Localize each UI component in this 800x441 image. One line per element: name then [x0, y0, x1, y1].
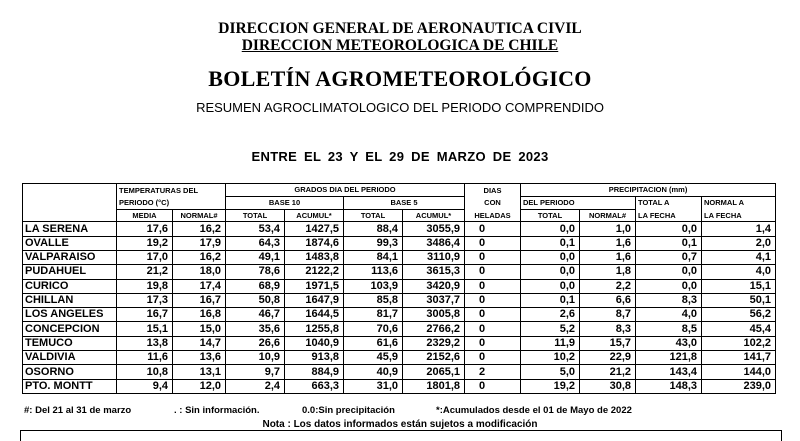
station-name: LOS ANGELES	[23, 308, 117, 322]
footnote-no-info: . : Sin información.	[174, 405, 260, 416]
b5-total: 81,7	[344, 308, 403, 322]
b5-total-header: TOTAL	[344, 209, 403, 222]
b10-total: 46,7	[226, 308, 285, 322]
table-row	[23, 265, 776, 279]
precip-normal: 1,8	[580, 265, 636, 279]
precip-total-fecha: 143,4	[636, 365, 702, 379]
temp-normal: 14,7	[173, 336, 226, 350]
b10-total: 53,4	[226, 222, 285, 236]
precip-normal: 21,2	[580, 365, 636, 379]
table-row	[23, 279, 776, 293]
precip-total: 0,1	[521, 236, 580, 250]
temp-media: 9,4	[117, 379, 173, 393]
b5-acumul-header: ACUMUL*	[403, 209, 465, 222]
precip-normal: 30,8	[580, 379, 636, 393]
temp-normal: 15,0	[173, 322, 226, 336]
temp-media: 15,1	[117, 322, 173, 336]
precip-total-fecha: 148,3	[636, 379, 702, 393]
b10-acumul: 1040,9	[285, 336, 344, 350]
precip-total: 0,0	[521, 250, 580, 264]
b10-total: 26,6	[226, 336, 285, 350]
precip-total: 2,6	[521, 308, 580, 322]
footnote-no-precip: 0.0:Sin precipitación	[302, 405, 395, 416]
dias-header-3: HELADAS	[465, 209, 521, 222]
temp-normal: 13,1	[173, 365, 226, 379]
precip-total: 10,2	[521, 351, 580, 365]
b10-acumul: 1647,9	[285, 293, 344, 307]
b5-acumul: 3005,8	[403, 308, 465, 322]
b5-acumul: 3110,9	[403, 250, 465, 264]
precip-total-fecha: 0,7	[636, 250, 702, 264]
base5-header: BASE 5	[344, 196, 465, 209]
temp-media: 21,2	[117, 265, 173, 279]
precip-normal-fecha: 1,4	[702, 222, 776, 236]
precip-normal-fecha: 15,1	[702, 279, 776, 293]
station-name: CHILLAN	[23, 293, 117, 307]
period-range: ENTRE EL 23 Y EL 29 DE MARZO DE 2023	[251, 149, 549, 164]
footer-box	[20, 430, 782, 441]
department-name: DIRECCION METEOROLOGICA DE CHILE	[241, 37, 559, 54]
b10-acumul: 913,8	[285, 351, 344, 365]
b10-acumul: 1427,5	[285, 222, 344, 236]
b5-acumul: 3615,3	[403, 265, 465, 279]
b5-total: 61,6	[344, 336, 403, 350]
bulletin-title: BOLETÍN AGROMETEOROLÓGICO	[208, 66, 592, 91]
table-row	[23, 379, 776, 393]
dias-heladas: 0	[465, 236, 521, 250]
la-fecha-header-2: LA FECHA	[702, 209, 776, 222]
precip-total: 11,9	[521, 336, 580, 350]
precip-total-fecha: 8,3	[636, 293, 702, 307]
b10-acumul: 2122,2	[285, 265, 344, 279]
footnote-accumulated: *:Acumulados desde el 01 de Mayo de 2022	[436, 405, 632, 416]
b5-acumul: 2065,1	[403, 365, 465, 379]
agency-name: DIRECCION GENERAL DE AERONAUTICA CIVIL	[218, 20, 582, 37]
dias-heladas: 0	[465, 222, 521, 236]
b5-acumul: 3037,7	[403, 293, 465, 307]
precip-normal-fecha: 45,4	[702, 322, 776, 336]
precip-total-fecha: 43,0	[636, 336, 702, 350]
temp-normal: 16,2	[173, 250, 226, 264]
temp-normal: 18,0	[173, 265, 226, 279]
precip-normal-fecha: 4,0	[702, 265, 776, 279]
table-row	[23, 250, 776, 264]
temp-normal: 16,8	[173, 308, 226, 322]
table-row	[23, 308, 776, 322]
station-name: PTO. MONTT	[23, 379, 117, 393]
precip-normal-fecha: 239,0	[702, 379, 776, 393]
temp-normal: 13,6	[173, 351, 226, 365]
precip-total: 0,1	[521, 293, 580, 307]
b5-acumul: 3420,9	[403, 279, 465, 293]
b10-acumul: 1255,8	[285, 322, 344, 336]
dias-heladas: 0	[465, 293, 521, 307]
table-row	[23, 236, 776, 250]
b10-total: 10,9	[226, 351, 285, 365]
normal-a-header: NORMAL A	[702, 196, 776, 209]
b5-acumul: 1801,8	[403, 379, 465, 393]
table-row	[23, 365, 776, 379]
b10-acumul: 1483,8	[285, 250, 344, 264]
dias-heladas: 2	[465, 365, 521, 379]
temp-normal: 17,4	[173, 279, 226, 293]
b5-total: 70,6	[344, 322, 403, 336]
b5-acumul: 2766,2	[403, 322, 465, 336]
b10-total: 2,4	[226, 379, 285, 393]
b10-total: 35,6	[226, 322, 285, 336]
station-name: VALDIVIA	[23, 351, 117, 365]
station-name: TEMUCO	[23, 336, 117, 350]
precip-normal: 6,6	[580, 293, 636, 307]
precip-normal-fecha: 144,0	[702, 365, 776, 379]
temp-normal: 16,2	[173, 222, 226, 236]
temp-normal: 16,7	[173, 293, 226, 307]
temp-media: 10,8	[117, 365, 173, 379]
temp-normal: 12,0	[173, 379, 226, 393]
la-fecha-header: LA FECHA	[636, 209, 702, 222]
b10-total: 9,7	[226, 365, 285, 379]
table-row	[23, 322, 776, 336]
b5-total: 85,8	[344, 293, 403, 307]
station-name: PUDAHUEL	[23, 265, 117, 279]
b10-acumul: 1644,5	[285, 308, 344, 322]
b10-total: 64,3	[226, 236, 285, 250]
table-row	[23, 336, 776, 350]
station-name: VALPARAISO	[23, 250, 117, 264]
precip-normal-fecha: 2,0	[702, 236, 776, 250]
b10-total: 49,1	[226, 250, 285, 264]
grados-group-header: GRADOS DIA DEL PERIODO	[226, 184, 465, 197]
header-blank	[23, 196, 117, 209]
dias-heladas: 0	[465, 279, 521, 293]
precip-total-fecha: 0,0	[636, 279, 702, 293]
b10-total: 68,9	[226, 279, 285, 293]
temp-media: 11,6	[117, 351, 173, 365]
temp-media: 19,8	[117, 279, 173, 293]
dias-heladas: 0	[465, 322, 521, 336]
b10-acumul-header: ACUMUL*	[285, 209, 344, 222]
b10-acumul: 1971,5	[285, 279, 344, 293]
b5-total: 45,9	[344, 351, 403, 365]
disclaimer-note: Nota : Los datos informados están sujetos a modificación	[262, 419, 538, 430]
temp-media: 13,8	[117, 336, 173, 350]
precip-total: 0,0	[521, 279, 580, 293]
dias-heladas: 0	[465, 336, 521, 350]
b5-acumul: 3055,9	[403, 222, 465, 236]
precip-normal: 15,7	[580, 336, 636, 350]
b10-total-header: TOTAL	[226, 209, 285, 222]
precip-total-fecha: 8,5	[636, 322, 702, 336]
precip-total: 0,0	[521, 222, 580, 236]
media-header: MEDIA	[117, 209, 173, 222]
table-row	[23, 351, 776, 365]
precip-total-fecha: 0,1	[636, 236, 702, 250]
precip-normal-header: NORMAL#	[580, 209, 636, 222]
precip-total: 5,2	[521, 322, 580, 336]
temp-normal: 17,9	[173, 236, 226, 250]
precip-normal: 8,3	[580, 322, 636, 336]
precip-normal: 1,6	[580, 250, 636, 264]
b5-total: 31,0	[344, 379, 403, 393]
base10-header: BASE 10	[226, 196, 344, 209]
station-name: LA SERENA	[23, 222, 117, 236]
precip-group-header: PRECIPITACION (mm)	[521, 184, 776, 197]
precip-total-fecha: 4,0	[636, 308, 702, 322]
precip-normal: 2,2	[580, 279, 636, 293]
table-row	[23, 293, 776, 307]
b10-total: 50,8	[226, 293, 285, 307]
precip-total: 19,2	[521, 379, 580, 393]
temp-media: 17,0	[117, 250, 173, 264]
agroclimate-table	[22, 183, 776, 394]
b5-total: 99,3	[344, 236, 403, 250]
b5-total: 40,9	[344, 365, 403, 379]
temp-media: 16,7	[117, 308, 173, 322]
station-name: OVALLE	[23, 236, 117, 250]
bulletin-subtitle: RESUMEN AGROCLIMATOLOGICO DEL PERIODO COMPRENDIDO	[196, 100, 604, 115]
temp-media: 19,2	[117, 236, 173, 250]
temp-media: 17,6	[117, 222, 173, 236]
b10-acumul: 884,9	[285, 365, 344, 379]
precip-total-fecha: 0,0	[636, 265, 702, 279]
precip-normal-fecha: 50,1	[702, 293, 776, 307]
del-periodo-header: DEL PERIODO	[521, 196, 636, 209]
precip-normal: 1,0	[580, 222, 636, 236]
dias-heladas: 0	[465, 351, 521, 365]
temp-group-header-2: PERIODO (°C)	[117, 196, 226, 209]
station-name: CURICO	[23, 279, 117, 293]
dias-heladas: 0	[465, 379, 521, 393]
temp-media: 17,3	[117, 293, 173, 307]
precip-normal-fecha: 102,2	[702, 336, 776, 350]
table-row	[23, 222, 776, 236]
precip-total-fecha: 121,8	[636, 351, 702, 365]
b5-acumul: 2152,6	[403, 351, 465, 365]
precip-normal: 8,7	[580, 308, 636, 322]
temp-group-header: TEMPERATURAS DEL	[117, 184, 226, 197]
b10-acumul: 663,3	[285, 379, 344, 393]
dias-header-1: DIAS	[465, 184, 521, 197]
precip-total: 5,0	[521, 365, 580, 379]
b5-total: 84,1	[344, 250, 403, 264]
precip-normal-fecha: 4,1	[702, 250, 776, 264]
b5-total: 113,6	[344, 265, 403, 279]
precip-normal-fecha: 141,7	[702, 351, 776, 365]
station-name: CONCEPCION	[23, 322, 117, 336]
precip-normal: 1,6	[580, 236, 636, 250]
precip-total-fecha: 0,0	[636, 222, 702, 236]
header-blank	[23, 209, 117, 222]
dias-header-2: CON	[465, 196, 521, 209]
station-name: OSORNO	[23, 365, 117, 379]
precip-normal-fecha: 56,2	[702, 308, 776, 322]
b5-acumul: 2329,2	[403, 336, 465, 350]
precip-total-header: TOTAL	[521, 209, 580, 222]
dias-heladas: 0	[465, 308, 521, 322]
precip-total: 0,0	[521, 265, 580, 279]
dias-heladas: 0	[465, 250, 521, 264]
b5-total: 103,9	[344, 279, 403, 293]
normal-temp-header: NORMAL#	[173, 209, 226, 222]
header-blank	[23, 184, 117, 197]
b5-acumul: 3486,4	[403, 236, 465, 250]
total-a-header: TOTAL A	[636, 196, 702, 209]
precip-normal: 22,9	[580, 351, 636, 365]
b10-acumul: 1874,6	[285, 236, 344, 250]
dias-heladas: 0	[465, 265, 521, 279]
footnote-normal-range: #: Del 21 al 31 de marzo	[24, 405, 132, 416]
b5-total: 88,4	[344, 222, 403, 236]
b10-total: 78,6	[226, 265, 285, 279]
